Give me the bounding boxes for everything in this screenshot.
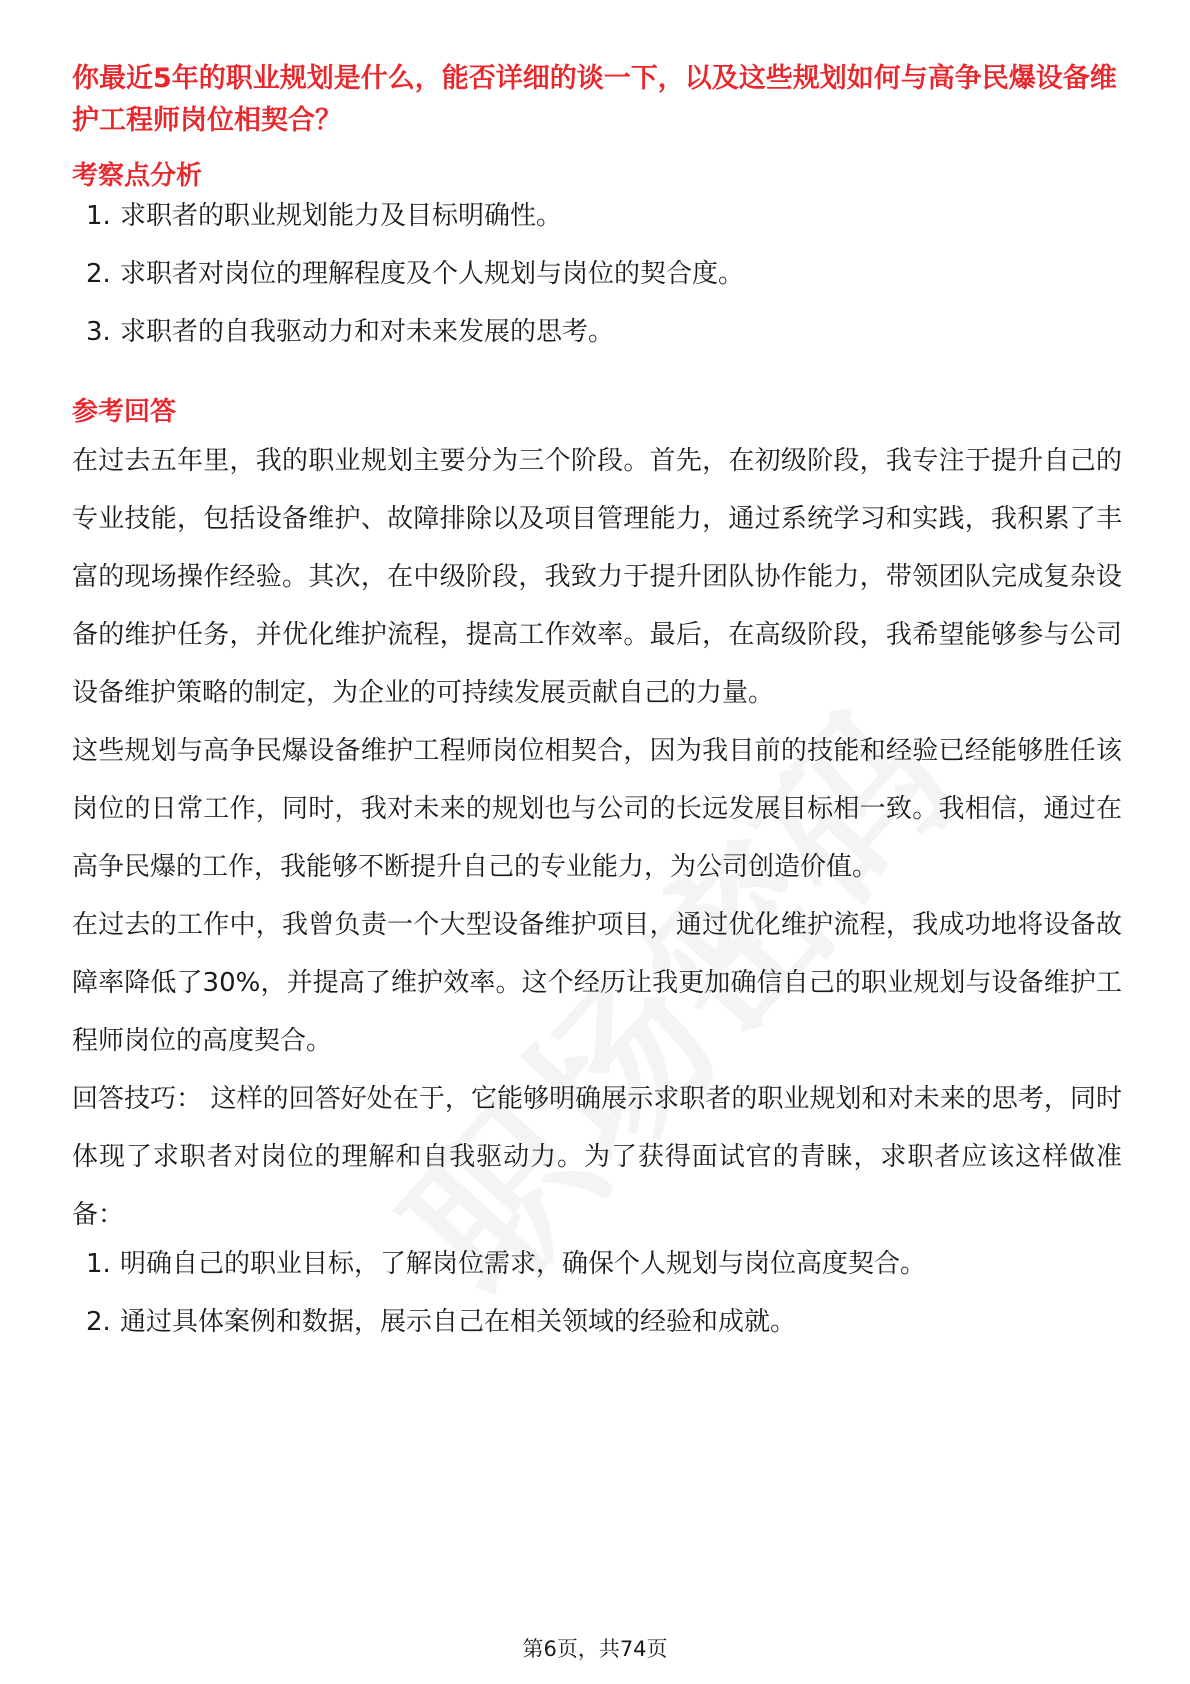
list-item-number: 1. xyxy=(86,201,111,231)
list-item-number: 2. xyxy=(86,259,111,289)
list-item xyxy=(72,1302,1122,1342)
list-item-number: 1. xyxy=(86,1249,111,1279)
analysis-list xyxy=(72,196,1122,352)
list-item xyxy=(72,254,1122,294)
answer-paragraph: 这些规划与高争民爆设备维护工程师岗位相契合，因为我目前的技能和经验已经能够胜任该岗位的日常工作，同时，我对未来的规划也与公司的长远发展目标相一致。我相信，通过在高争民爆的工作，我能够不断提升自己的专业能力，为公司创造价值。 xyxy=(72,736,1122,882)
answer-tips-paragraph: 回答技巧： 这样的回答好处在于，它能够明确展示求职者的职业规划和对未来的思考，同时体现了求职者对岗位的理解和自我驱动力。为了获得面试官的青睐，求职者应该这样做准备： xyxy=(72,1084,1122,1230)
list-item xyxy=(72,196,1122,236)
list-item-text: 求职者的自我驱动力和对未来发展的思考。 xyxy=(120,317,615,347)
answer-paragraph: 在过去的工作中，我曾负责一个大型设备维护项目，通过优化维护流程，我成功地将设备故障率降低了30%，并提高了维护效率。这个经历让我更加确信自己的职业规划与设备维护工程师岗位的高度契合。 xyxy=(72,910,1122,1056)
analysis-section-title: 考察点分析 xyxy=(72,161,203,191)
question-heading: 你最近5年的职业规划是什么，能否详细的谈一下，以及这些规划如何与高争民爆设备维护工程师岗位相契合？ xyxy=(72,63,1117,136)
page-number-footer: 第6页，共74页 xyxy=(522,1637,668,1661)
tips-list xyxy=(72,1244,1122,1342)
list-item-number: 3. xyxy=(86,317,111,347)
list-item-number: 2. xyxy=(86,1307,111,1337)
list-item-text: 求职者的职业规划能力及目标明确性。 xyxy=(120,201,563,231)
page-content xyxy=(72,58,1122,1360)
list-item-text: 明确自己的职业目标，了解岗位需求，确保个人规划与岗位高度契合。 xyxy=(120,1249,927,1279)
list-item-text: 求职者对岗位的理解程度及个人规划与岗位的契合度。 xyxy=(120,259,745,289)
list-item-text: 通过具体案例和数据，展示自己在相关领域的经验和成就。 xyxy=(120,1307,797,1337)
list-item xyxy=(72,312,1122,352)
answer-paragraph: 在过去五年里，我的职业规划主要分为三个阶段。首先，在初级阶段，我专注于提升自己的专业技能，包括设备维护、故障排除以及项目管理能力，通过系统学习和实践，我积累了丰富的现场操作经验。其次，在中级阶段，我致力于提升团队协作能力，带领团队完成复杂设备的维护任务，并优化维护流程，提高工作效率。最后，在高级阶段，我希望能够参与公司设备维护策略的制定，为企业的可持续发展贡献自己的力量。 xyxy=(72,446,1122,708)
list-item xyxy=(72,1244,1122,1284)
answer-section-title: 参考回答 xyxy=(72,397,177,427)
